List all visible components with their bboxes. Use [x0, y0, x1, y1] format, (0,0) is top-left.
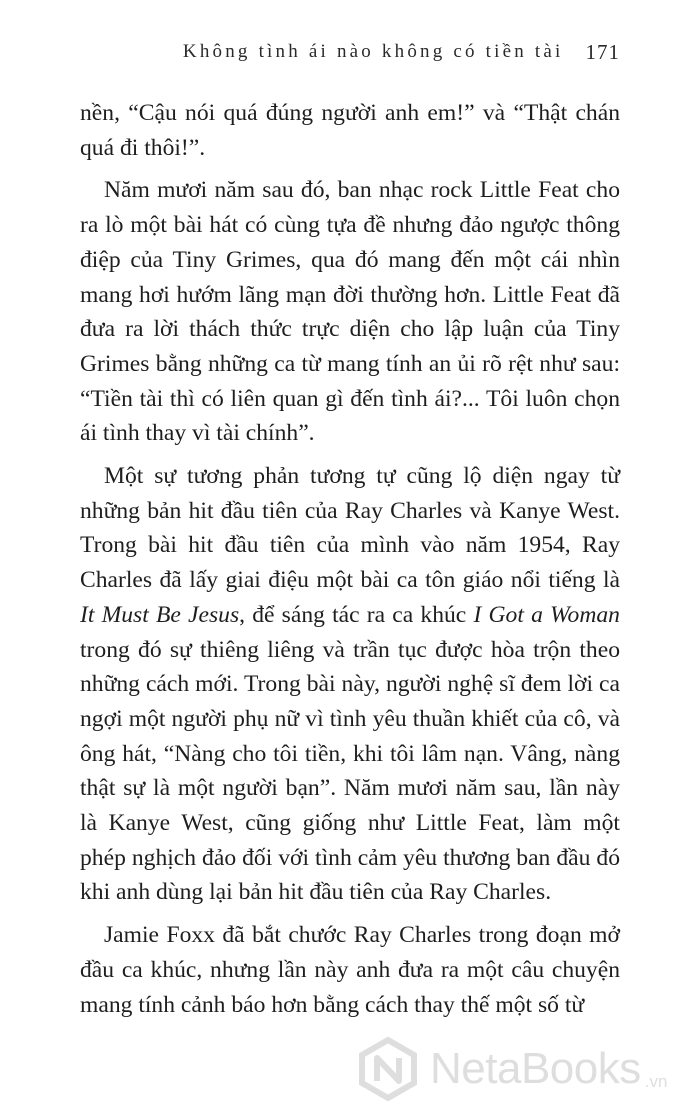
paragraph-1: nền, “Cậu nói quá đúng người anh em!” và “Thật chán quá đi thôi!”.	[80, 100, 620, 161]
paragraph-3-text-a: Một sự tương phản tương tự cũng lộ diện ngay từ những bản hit đầu tiên của Ray Charles và Kanye West. Trong bài hit đầu tiên của mình vào năm 1954, Ray Charles đã lấy giai điệu một bài ca tôn giáo nổi tiếng là	[80, 463, 620, 594]
watermark-tld: .vn	[644, 1072, 668, 1091]
song-title-it-must-be-jesus: It Must Be Jesus	[80, 601, 240, 628]
song-title-i-got-a-woman: I Got a Woman	[473, 601, 620, 628]
body-text	[80, 96, 620, 1022]
watermark-brand: NetaBooks	[430, 1044, 641, 1093]
running-title: Không tình ái nào không có tiền tài	[182, 41, 564, 62]
paragraph-3-text-c: trong đó sự thiêng liêng và trần tục được hòa trộn theo những cách mới. Trong bài này, người nghệ sĩ đem lời ca ngợi một người phụ nữ vì tình yêu thuần khiết của cô, và ông hát, “Nàng cho tôi tiền, khi tôi lâm nạn. Vâng, nàng thật sự là một người bạn”. Năm mươi năm sau, lần này là Kanye West, cũng giống như Little Feat, làm một phép nghịch đảo đối với tình cảm yêu thương ban đầu đó khi anh dùng lại bản hit đầu tiên của Ray Charles.	[80, 636, 620, 906]
paragraph-2: Năm mươi năm sau đó, ban nhạc rock Little Feat cho ra lò một bài hát có cùng tựa đề nhưng đảo ngược thông điệp của Tiny Grimes, qua đó mang đến một cái nhìn mang hơi hướm lãng mạn đời thường hơn. Little Feat đã đưa ra lời thách thức trực diện cho lập luận của Tiny Grimes bằng những ca từ mang tính an ủi rõ rệt như sau: “Tiền tài thì có liên quan gì đến tình ái?... Tôi luôn chọn ái tình thay vì tài chính”.	[80, 177, 620, 447]
paragraph-3-text-b: , để sáng tác ra ca khúc	[239, 601, 474, 628]
page-header	[140, 34, 620, 70]
paragraph-3	[80, 459, 620, 910]
page-number: 171	[585, 39, 620, 64]
netabooks-logo-icon	[356, 1037, 420, 1101]
paragraph-4: Jamie Foxx đã bắt chước Ray Charles trong đoạn mở đầu ca khúc, nhưng lần này anh đưa ra một câu chuyện mang tính cảnh báo hơn bằng cách thay thế một số từ	[80, 922, 620, 1018]
watermark	[356, 1024, 686, 1114]
